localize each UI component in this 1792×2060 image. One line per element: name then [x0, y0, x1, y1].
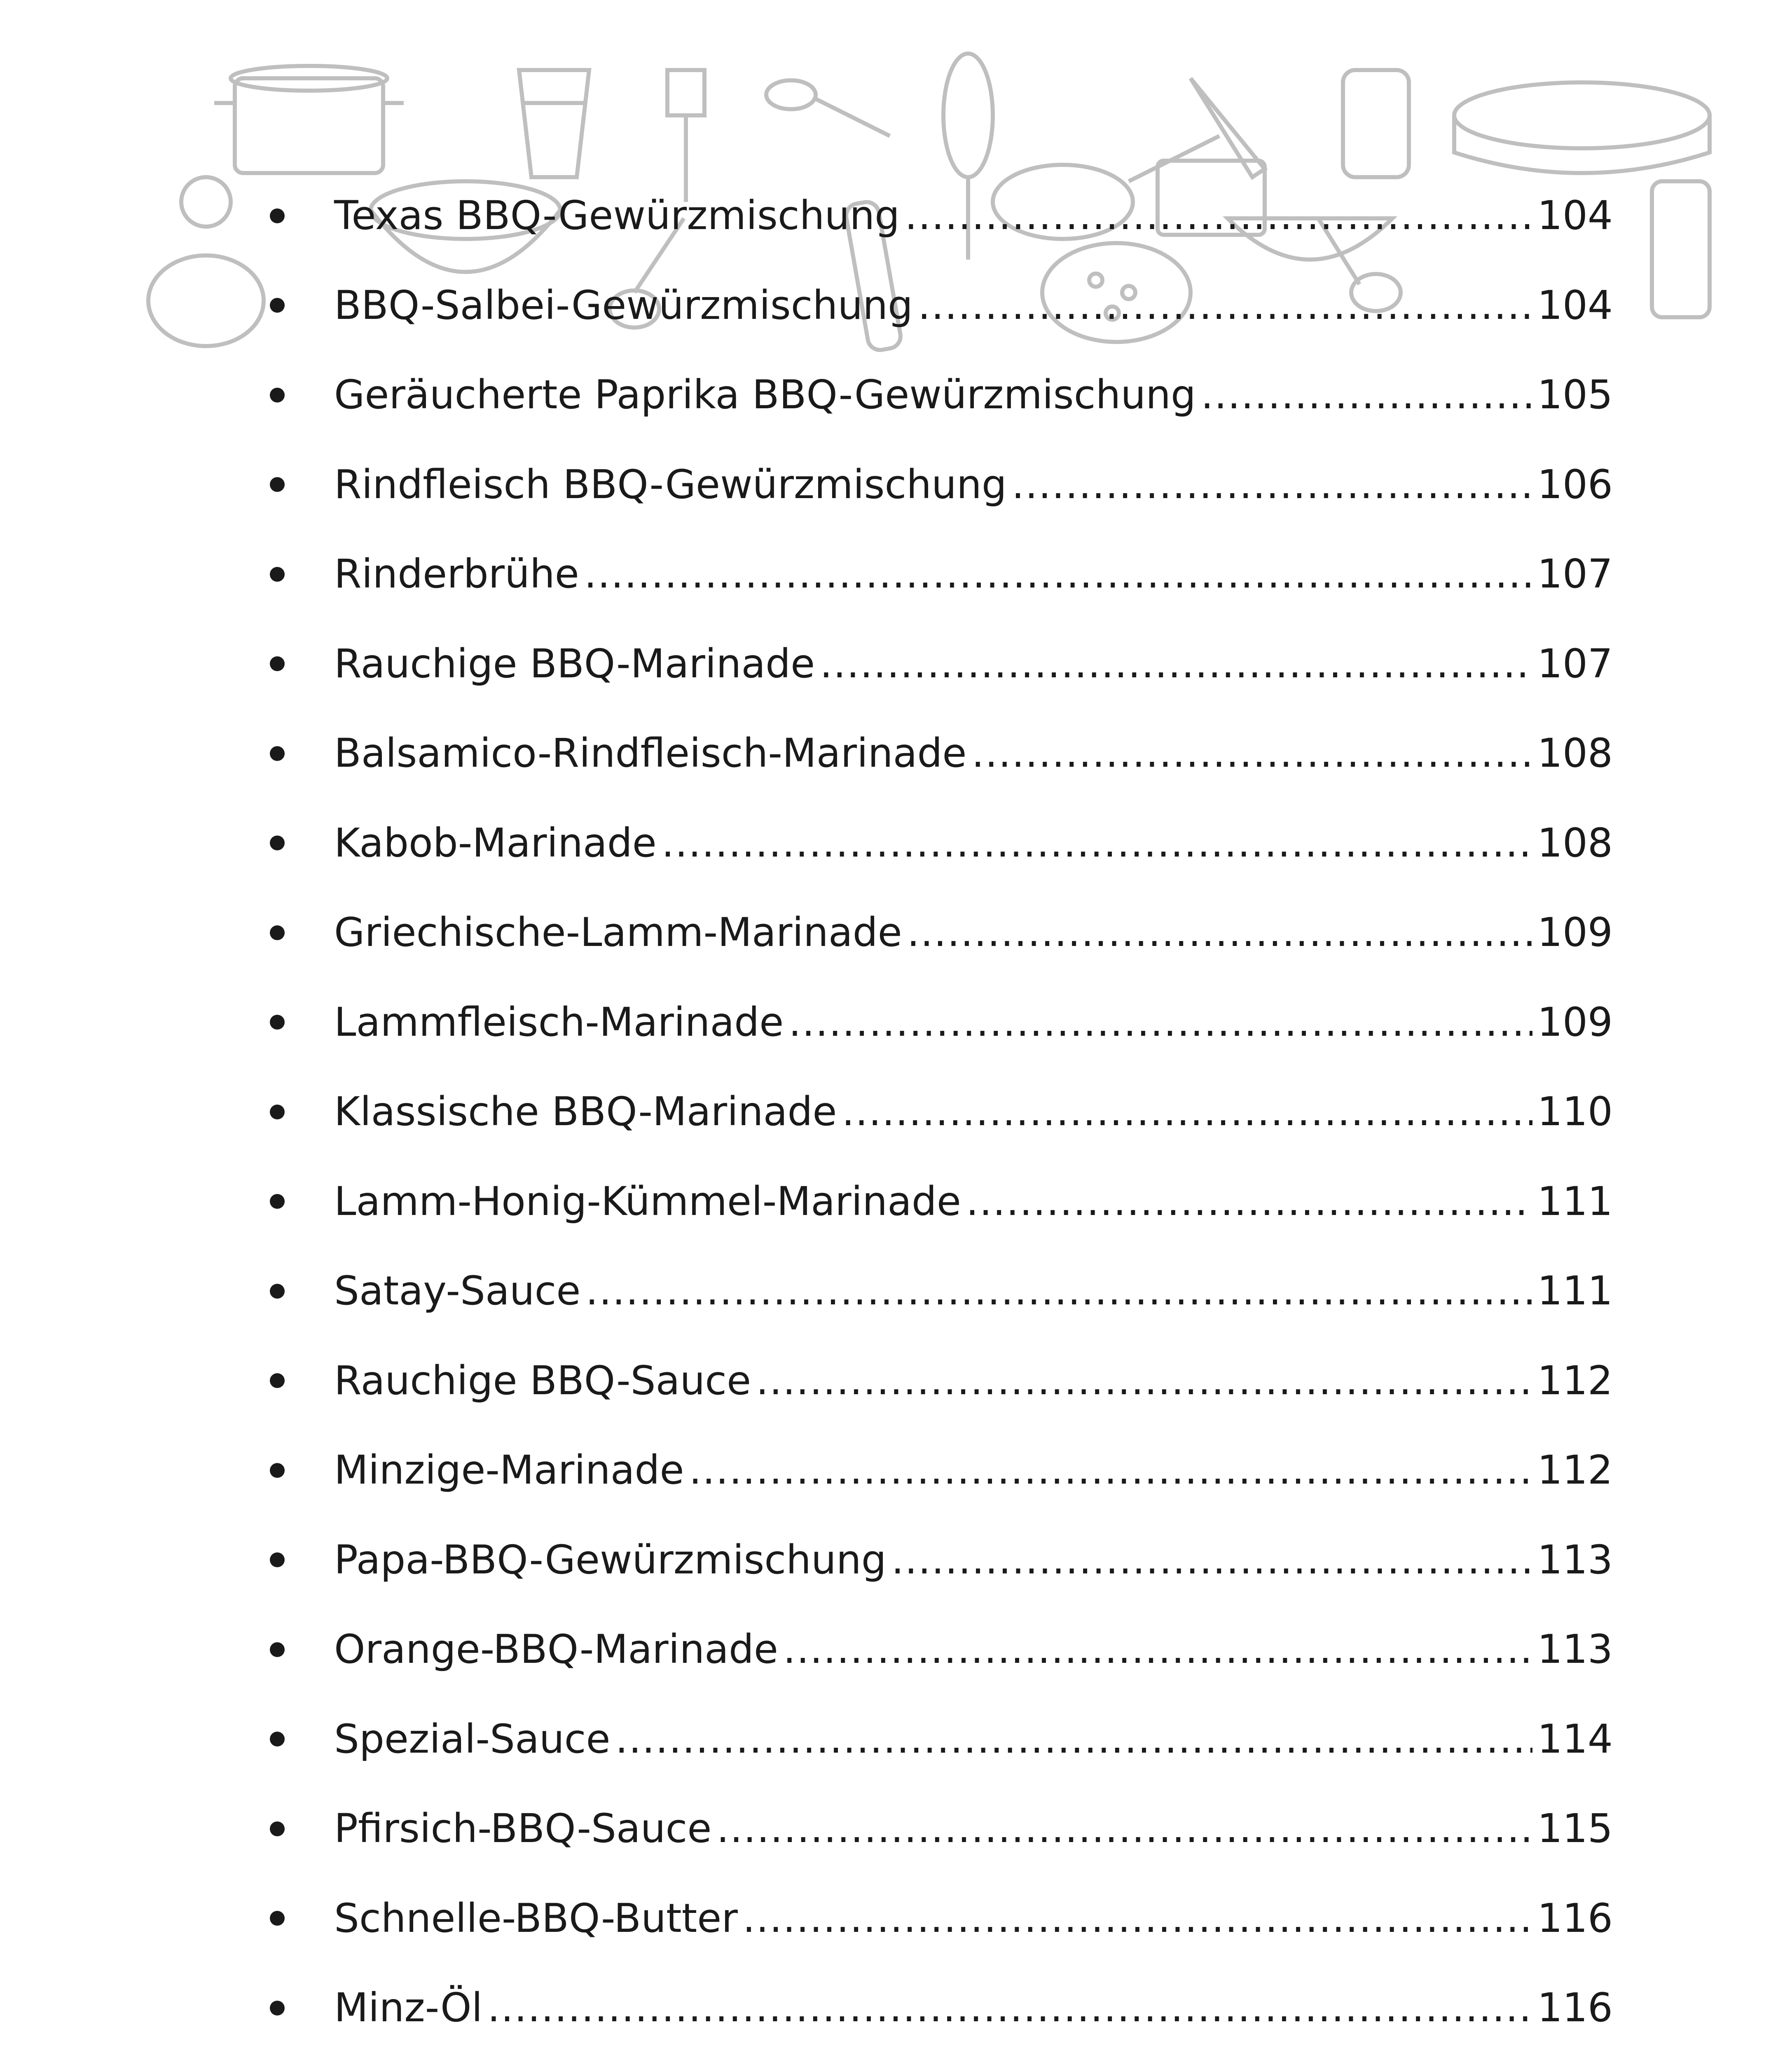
bullet-icon [270, 1284, 285, 1299]
dot-leader [584, 529, 1532, 619]
toc-entry-title: Spezial-Sauce [334, 1716, 611, 1762]
toc-entry-title: Pfirsich-BBQ-Sauce [334, 1805, 712, 1852]
toc-entry-page: 115 [1537, 1805, 1613, 1852]
toc-entry-title: Schnelle-BBQ-Butter [334, 1895, 738, 1941]
toc-entry[interactable] [270, 1157, 1613, 1247]
bullet-icon [270, 2001, 285, 2016]
dot-leader [783, 1605, 1532, 1695]
bullet-icon [270, 298, 285, 313]
toc-entry-page: 110 [1537, 1089, 1613, 1135]
toc-entry[interactable] [270, 1246, 1613, 1336]
toc-entry-page: 111 [1537, 1178, 1613, 1224]
toc-entry-title: Papa-BBQ-Gewürzmischung [334, 1536, 887, 1583]
toc-entry-page: 107 [1537, 640, 1613, 687]
bullet-icon [270, 1821, 285, 1836]
toc-entry[interactable] [270, 171, 1613, 261]
bullet-icon [270, 1911, 285, 1926]
bullet-icon [270, 925, 285, 940]
toc-entry-page: 108 [1537, 730, 1613, 776]
toc-entry[interactable] [270, 350, 1613, 440]
dot-leader [907, 888, 1532, 978]
kettle-icon [148, 177, 264, 346]
toc-entry-title: Balsamico-Rindfleisch-Marinade [334, 730, 967, 776]
toc-entry-page: 105 [1537, 372, 1613, 418]
toc-entry[interactable] [270, 1695, 1613, 1784]
cake-tin-icon [1454, 82, 1710, 173]
bullet-icon [270, 746, 285, 761]
toc-entry[interactable] [270, 1784, 1613, 1874]
dot-leader [788, 978, 1532, 1067]
bullet-icon [270, 388, 285, 403]
toc-entry-title: Satay-Sauce [334, 1268, 581, 1314]
dot-leader [971, 709, 1532, 798]
dot-leader [662, 798, 1532, 888]
bullet-icon [270, 1642, 285, 1657]
toc-entry-page [1532, 2053, 1613, 2060]
bullet-icon [270, 1732, 285, 1746]
toc-entry[interactable] [270, 261, 1613, 351]
toc-entry-title: Rauchige BBQ-Marinade [334, 640, 815, 687]
toc-entry[interactable] [270, 709, 1613, 798]
toc-entry-title: BBQ-Salbei-Gewürzmischung [334, 282, 913, 328]
toc-entry-title: Orange-BBQ-Marinade [334, 1626, 778, 1672]
toc-entry-page: 116 [1537, 1985, 1613, 2031]
dot-leader [487, 1963, 1532, 2053]
bullet-icon [270, 656, 285, 671]
toc-entry-title: Griechische-Lamm-Marinade [334, 909, 902, 955]
grater-icon [1652, 181, 1710, 317]
dot-leader [815, 2053, 1532, 2060]
toc-entry-title: Lamm-Honig-Kümmel-Marinade [334, 1178, 961, 1224]
bullet-icon [270, 567, 285, 582]
toc-entry[interactable] [270, 619, 1613, 709]
toc-entry-title [334, 2053, 815, 2060]
toc-entry[interactable] [270, 529, 1613, 619]
toc-entry-page: 116 [1537, 1895, 1613, 1941]
dot-leader [1201, 350, 1532, 440]
toc-entry[interactable] [270, 1336, 1613, 1426]
toc-entry-page: 108 [1537, 819, 1613, 866]
toc-entry-title: Kabob-Marinade [334, 819, 657, 866]
dot-leader [585, 1246, 1532, 1336]
toc-entry-page: 111 [1537, 1268, 1613, 1314]
toc-entry-page: 109 [1537, 909, 1613, 955]
toc-entry-title: Rauchige BBQ-Sauce [334, 1357, 751, 1404]
toc-entry[interactable] [270, 798, 1613, 888]
glass-icon [519, 70, 589, 177]
toc-entry-title: Minzige-Marinade [334, 1447, 684, 1493]
toc-entry[interactable] [270, 1515, 1613, 1605]
toc-entry[interactable] [270, 1874, 1613, 1964]
bullet-icon [270, 477, 285, 492]
dot-leader [918, 261, 1532, 351]
bullet-icon [270, 208, 285, 223]
bullet-icon [270, 1463, 285, 1478]
dot-leader [905, 171, 1532, 261]
toc-entry-page: 112 [1537, 1357, 1613, 1404]
toc-entry-title: Lammfleisch-Marinade [334, 999, 784, 1045]
bullet-icon [270, 1552, 285, 1567]
spoon-icon [766, 80, 890, 136]
dot-leader [1012, 440, 1532, 530]
dot-leader [689, 1426, 1532, 1515]
bullet-icon [270, 1194, 285, 1209]
toc-entry-page: 106 [1537, 461, 1613, 508]
toc-entry[interactable] [270, 978, 1613, 1067]
toc-entry-title: Minz-Öl [334, 1985, 483, 2031]
dot-leader [842, 1067, 1532, 1157]
toc-entry[interactable] [270, 888, 1613, 978]
toc-entry-page: 109 [1537, 999, 1613, 1045]
bullet-icon [270, 1105, 285, 1119]
dot-leader [615, 1695, 1532, 1784]
toc-entry-page: 114 [1537, 1716, 1613, 1762]
toc-entry-title: Geräucherte Paprika BBQ-Gewürzmischung [334, 372, 1196, 418]
dot-leader [820, 619, 1532, 709]
dot-leader [743, 1874, 1532, 1964]
toc-entry[interactable] [270, 440, 1613, 530]
toc-entry[interactable] [270, 1426, 1613, 1515]
toc-entry[interactable] [270, 1605, 1613, 1695]
pot-icon [214, 66, 404, 173]
toc-entry-page: 104 [1537, 282, 1613, 328]
dot-leader [891, 1515, 1532, 1605]
toc-entry-title: Texas BBQ-Gewürzmischung [334, 192, 900, 239]
bullet-icon [270, 1015, 285, 1030]
dot-leader [966, 1157, 1532, 1247]
toc-entry-title: Rinderbrühe [334, 551, 579, 597]
toc-entry-title: Rindfleisch BBQ-Gewürzmischung [334, 461, 1007, 508]
toc-entry-page: 104 [1537, 192, 1613, 239]
toc-entry-page: 112 [1537, 1447, 1613, 1493]
bullet-icon [270, 1373, 285, 1388]
toc-entry-page: 113 [1537, 1536, 1613, 1583]
toc-entry[interactable] [270, 1963, 1613, 2053]
toc-entry[interactable] [270, 2053, 1613, 2060]
table-of-contents [270, 171, 1613, 2060]
jar-icon [1343, 70, 1409, 177]
bullet-icon [270, 836, 285, 850]
toc-entry-page: 107 [1537, 551, 1613, 597]
toc-entry-title: Klassische BBQ-Marinade [334, 1089, 837, 1135]
dot-leader [756, 1336, 1532, 1426]
dot-leader [716, 1784, 1532, 1874]
toc-entry-page: 113 [1537, 1626, 1613, 1672]
toc-entry[interactable] [270, 1067, 1613, 1157]
